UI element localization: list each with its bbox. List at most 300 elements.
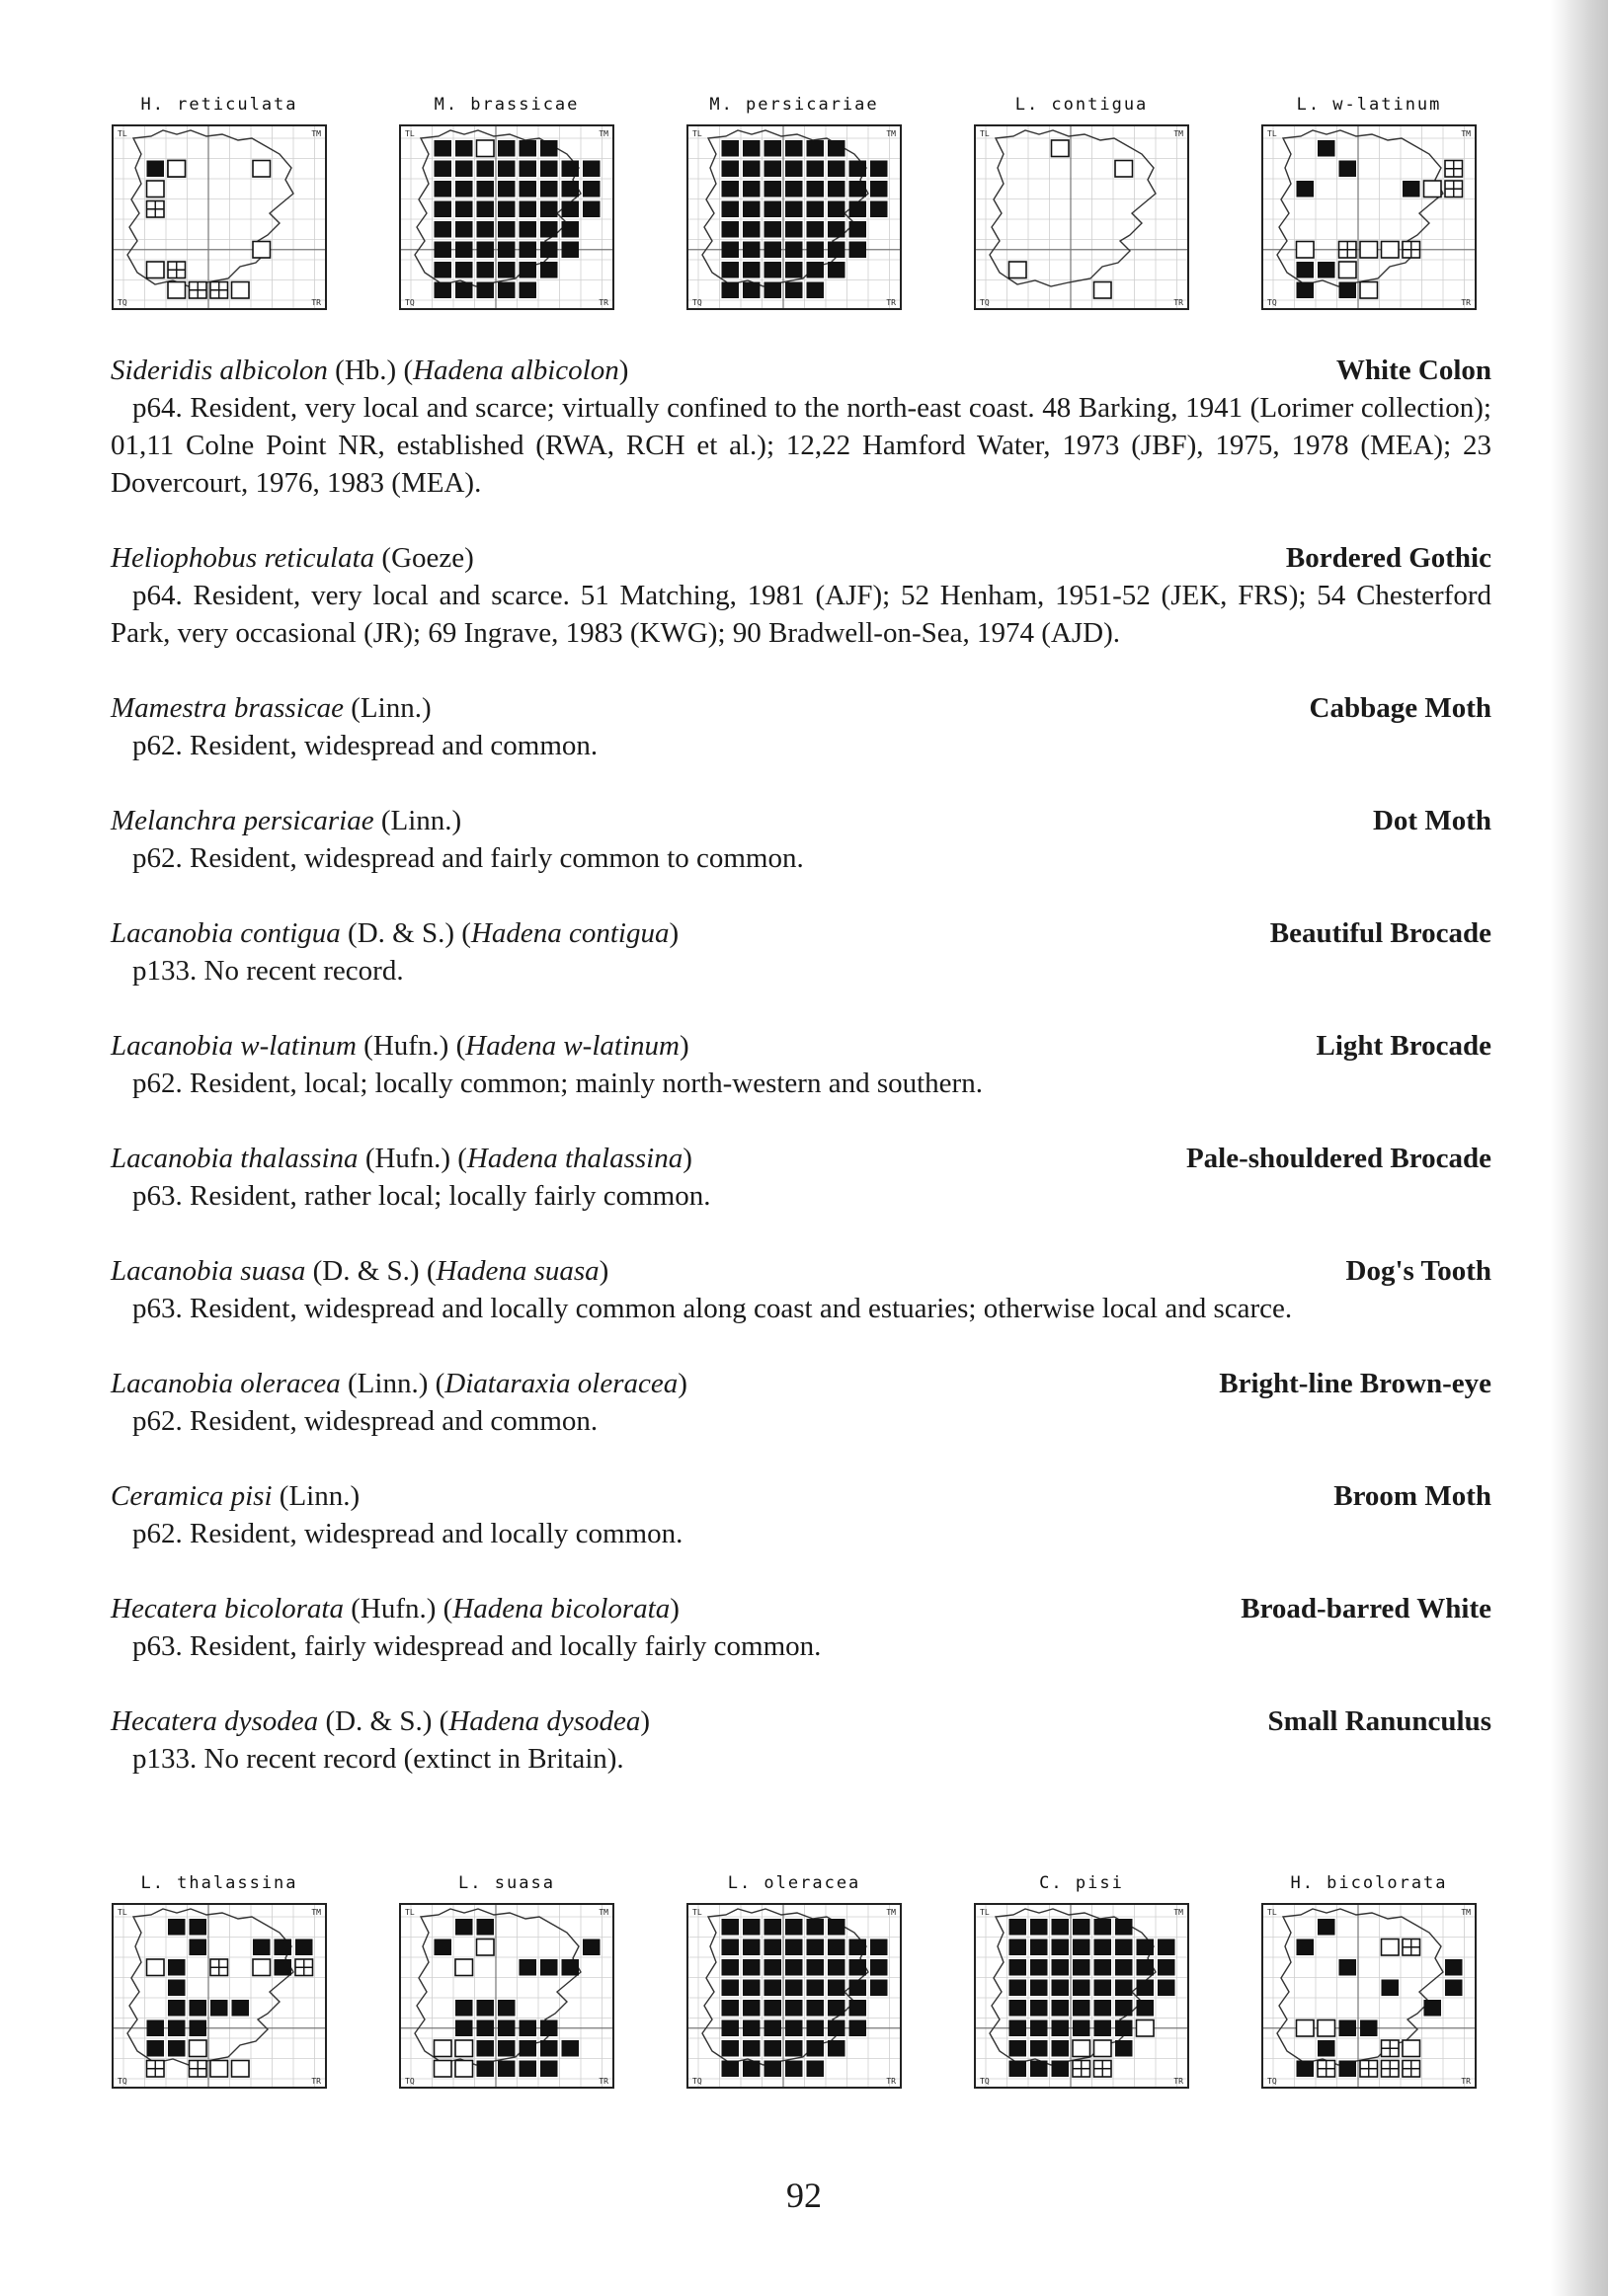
record-filled-square bbox=[1052, 1959, 1070, 1976]
record-open-square bbox=[1052, 140, 1070, 157]
record-filled-square bbox=[722, 2061, 740, 2078]
record-filled-square bbox=[828, 1980, 845, 1997]
authority: (D. & S.) bbox=[318, 1705, 433, 1737]
map-title: H. bicolorata bbox=[1290, 1873, 1448, 1893]
record-filled-square bbox=[498, 2000, 516, 2017]
record-filled-square bbox=[807, 262, 825, 278]
record-filled-square bbox=[807, 2020, 825, 2037]
record-filled-square bbox=[477, 2040, 495, 2057]
record-filled-square bbox=[147, 2020, 165, 2037]
record-filled-square bbox=[785, 2061, 803, 2078]
record-filled-square bbox=[785, 282, 803, 299]
record-filled-square bbox=[1052, 1980, 1070, 1997]
record-filled-square bbox=[828, 2040, 845, 2057]
map-title: L. thalassina bbox=[140, 1873, 298, 1893]
grid-square-label: TM bbox=[311, 129, 321, 138]
record-filled-square bbox=[562, 161, 580, 178]
record-filled-square bbox=[455, 201, 473, 218]
entry-names bbox=[111, 1140, 692, 1177]
scientific-name: Heliophobus reticulata bbox=[111, 542, 375, 574]
record-filled-square bbox=[1073, 2020, 1090, 2037]
record-open-square bbox=[147, 262, 165, 278]
distribution-map bbox=[682, 95, 907, 322]
authority: (Hb.) bbox=[327, 355, 397, 386]
record-filled-square bbox=[1318, 1919, 1335, 1936]
record-filled-square bbox=[1360, 2020, 1378, 2037]
distribution-map bbox=[1256, 95, 1482, 322]
entry-names bbox=[111, 1477, 360, 1515]
record-filled-square bbox=[1052, 2061, 1070, 2078]
distribution-map bbox=[682, 1873, 907, 2100]
record-filled-square bbox=[1030, 2020, 1048, 2037]
record-filled-square bbox=[1094, 1919, 1112, 1936]
record-filled-square bbox=[1073, 2000, 1090, 2017]
scientific-name: Hecatera dysodea bbox=[111, 1705, 319, 1737]
authority: (D. & S.) bbox=[305, 1255, 420, 1287]
scientific-name: Lacanobia oleracea bbox=[111, 1368, 341, 1399]
record-filled-square bbox=[807, 140, 825, 157]
record-filled-square bbox=[743, 221, 761, 238]
species-entry bbox=[111, 539, 1491, 652]
common-name: Pale-shouldered Brocade bbox=[1185, 1143, 1491, 1174]
record-filled-square bbox=[828, 2020, 845, 2037]
record-filled-square bbox=[520, 282, 537, 299]
entry-description: p63. Resident, widespread and locally common along coast and estuaries; otherwise local and scarce. bbox=[132, 1293, 1293, 1324]
record-filled-square bbox=[540, 140, 558, 157]
entry-heading bbox=[111, 1590, 1491, 1627]
map-title: L. oleracea bbox=[727, 1873, 861, 1893]
record-filled-square bbox=[743, 2040, 761, 2057]
record-filled-square bbox=[520, 1959, 537, 1976]
synonym: (Hadena w-latinum) bbox=[448, 1030, 689, 1062]
record-filled-square bbox=[764, 161, 782, 178]
scientific-name: Lacanobia suasa bbox=[111, 1255, 306, 1287]
record-filled-square bbox=[210, 2000, 228, 2017]
record-filled-square bbox=[722, 1940, 740, 1956]
record-filled-square bbox=[520, 2040, 537, 2057]
page-number: 92 bbox=[786, 2176, 822, 2215]
grid-square-label: TL bbox=[118, 1908, 127, 1917]
record-filled-square bbox=[1137, 2000, 1155, 2017]
record-filled-square bbox=[722, 140, 740, 157]
entry-description: p62. Resident, widespread and fairly common to common. bbox=[132, 842, 804, 874]
record-filled-square bbox=[520, 242, 537, 259]
grid-square-label: TM bbox=[1173, 129, 1183, 138]
record-filled-square bbox=[828, 262, 845, 278]
record-filled-square bbox=[743, 140, 761, 157]
grid-square-label: TQ bbox=[405, 298, 415, 307]
record-filled-square bbox=[807, 1959, 825, 1976]
entry-description: p133. No recent record (extinct in Britain). bbox=[132, 1743, 624, 1775]
record-filled-square bbox=[147, 161, 165, 178]
record-filled-square bbox=[168, 2000, 186, 2017]
species-entry bbox=[111, 914, 1491, 990]
common-name: Broom Moth bbox=[1333, 1480, 1491, 1512]
record-filled-square bbox=[477, 1919, 495, 1936]
record-filled-square bbox=[540, 181, 558, 198]
record-filled-square bbox=[849, 2000, 867, 2017]
record-filled-square bbox=[807, 242, 825, 259]
entry-heading bbox=[111, 802, 1491, 839]
record-open-square bbox=[1094, 2040, 1112, 2057]
record-filled-square bbox=[764, 2040, 782, 2057]
record-filled-square bbox=[785, 2020, 803, 2037]
grid-square-label: TQ bbox=[980, 298, 990, 307]
record-filled-square bbox=[562, 1959, 580, 1976]
record-filled-square bbox=[1115, 1919, 1133, 1936]
species-entry bbox=[111, 689, 1491, 764]
record-filled-square bbox=[562, 201, 580, 218]
grid-square-label: TL bbox=[118, 129, 127, 138]
record-filled-square bbox=[477, 201, 495, 218]
grid-square-label: TQ bbox=[692, 298, 702, 307]
record-open-square bbox=[210, 2061, 228, 2078]
record-filled-square bbox=[1030, 2000, 1048, 2017]
record-filled-square bbox=[722, 2020, 740, 2037]
scientific-name: Mamestra brassicae bbox=[111, 692, 345, 724]
record-filled-square bbox=[1339, 282, 1357, 299]
record-filled-square bbox=[1339, 2061, 1357, 2078]
record-filled-square bbox=[435, 161, 452, 178]
record-open-square bbox=[477, 140, 495, 157]
record-filled-square bbox=[498, 2020, 516, 2037]
authority: (D. & S.) bbox=[340, 917, 454, 949]
record-filled-square bbox=[455, 282, 473, 299]
record-filled-square bbox=[1052, 2040, 1070, 2057]
scientific-name: Lacanobia w-latinum bbox=[111, 1030, 357, 1062]
record-filled-square bbox=[785, 262, 803, 278]
record-filled-square bbox=[870, 1940, 888, 1956]
record-filled-square bbox=[807, 1980, 825, 1997]
record-filled-square bbox=[1073, 1980, 1090, 1997]
grid-square-label: TL bbox=[980, 1908, 990, 1917]
record-filled-square bbox=[785, 221, 803, 238]
record-filled-square bbox=[743, 181, 761, 198]
map-grid bbox=[686, 124, 902, 310]
record-open-square bbox=[168, 282, 186, 299]
map-title: M. persicariae bbox=[709, 95, 879, 115]
record-filled-square bbox=[722, 262, 740, 278]
record-filled-square bbox=[764, 181, 782, 198]
record-filled-square bbox=[1403, 181, 1420, 198]
record-filled-square bbox=[785, 161, 803, 178]
record-filled-square bbox=[498, 181, 516, 198]
entry-names bbox=[111, 914, 679, 952]
record-filled-square bbox=[455, 2000, 473, 2017]
authority: (Hufn.) bbox=[356, 1030, 449, 1062]
record-filled-square bbox=[520, 2020, 537, 2037]
grid-square-label: TL bbox=[692, 1908, 702, 1917]
record-filled-square bbox=[477, 161, 495, 178]
record-filled-square bbox=[828, 161, 845, 178]
record-filled-square bbox=[540, 201, 558, 218]
record-open-square bbox=[253, 242, 271, 259]
map-grid bbox=[974, 124, 1189, 310]
record-filled-square bbox=[1339, 161, 1357, 178]
record-open-square bbox=[1297, 2020, 1315, 2037]
record-filled-square bbox=[785, 181, 803, 198]
grid-square-label: TQ bbox=[1267, 2077, 1277, 2086]
map-title: H. reticulata bbox=[140, 95, 298, 115]
record-filled-square bbox=[455, 161, 473, 178]
grid-square-label: TM bbox=[599, 1908, 608, 1917]
record-filled-square bbox=[1137, 1940, 1155, 1956]
record-open-square bbox=[435, 2040, 452, 2057]
species-entry bbox=[111, 1027, 1491, 1102]
record-filled-square bbox=[498, 262, 516, 278]
record-filled-square bbox=[785, 201, 803, 218]
record-filled-square bbox=[540, 262, 558, 278]
record-filled-square bbox=[435, 282, 452, 299]
record-filled-square bbox=[828, 201, 845, 218]
record-open-square bbox=[1424, 181, 1442, 198]
entry-names bbox=[111, 352, 628, 389]
record-filled-square bbox=[1137, 1959, 1155, 1976]
record-filled-square bbox=[147, 2040, 165, 2057]
record-filled-square bbox=[849, 2020, 867, 2037]
record-filled-square bbox=[168, 1980, 186, 1997]
grid-square-label: TQ bbox=[692, 2077, 702, 2086]
record-filled-square bbox=[743, 2061, 761, 2078]
record-filled-square bbox=[520, 140, 537, 157]
record-filled-square bbox=[253, 1940, 271, 1956]
record-filled-square bbox=[743, 242, 761, 259]
map-title: M. brassicae bbox=[434, 95, 580, 115]
record-filled-square bbox=[520, 201, 537, 218]
entry-description: p133. No recent record. bbox=[132, 955, 404, 987]
grid-square-label: TM bbox=[886, 129, 896, 138]
record-filled-square bbox=[295, 1940, 313, 1956]
entry-names bbox=[111, 1027, 689, 1065]
record-open-square bbox=[477, 1940, 495, 1956]
record-filled-square bbox=[477, 181, 495, 198]
record-filled-square bbox=[743, 1980, 761, 1997]
record-filled-square bbox=[520, 181, 537, 198]
entry-names bbox=[111, 1590, 680, 1627]
grid-square-label: TL bbox=[692, 129, 702, 138]
common-name: Cabbage Moth bbox=[1309, 692, 1491, 724]
grid-square-label: TM bbox=[599, 129, 608, 138]
record-filled-square bbox=[1009, 2040, 1027, 2057]
record-filled-square bbox=[1339, 2020, 1357, 2037]
entry-heading bbox=[111, 914, 1491, 952]
record-filled-square bbox=[764, 221, 782, 238]
record-filled-square bbox=[1158, 1980, 1175, 1997]
record-filled-square bbox=[764, 2020, 782, 2037]
record-open-square bbox=[1360, 282, 1378, 299]
common-name: Small Ranunculus bbox=[1267, 1705, 1491, 1737]
record-filled-square bbox=[1115, 1959, 1133, 1976]
record-filled-square bbox=[540, 242, 558, 259]
record-filled-square bbox=[1009, 1919, 1027, 1936]
record-filled-square bbox=[743, 1919, 761, 1936]
record-filled-square bbox=[477, 262, 495, 278]
record-filled-square bbox=[743, 2020, 761, 2037]
record-open-square bbox=[253, 161, 271, 178]
record-open-square bbox=[190, 2040, 207, 2057]
record-filled-square bbox=[520, 161, 537, 178]
record-filled-square bbox=[828, 221, 845, 238]
record-filled-square bbox=[764, 140, 782, 157]
record-filled-square bbox=[849, 1980, 867, 1997]
distribution-map bbox=[107, 95, 332, 322]
map-grid bbox=[399, 1903, 614, 2089]
record-filled-square bbox=[722, 221, 740, 238]
record-filled-square bbox=[498, 161, 516, 178]
record-filled-square bbox=[849, 161, 867, 178]
record-open-square bbox=[435, 2061, 452, 2078]
common-name: Bordered Gothic bbox=[1285, 542, 1491, 574]
record-filled-square bbox=[520, 262, 537, 278]
record-filled-square bbox=[455, 262, 473, 278]
species-entry bbox=[111, 1252, 1491, 1327]
record-filled-square bbox=[1009, 1940, 1027, 1956]
record-filled-square bbox=[807, 2000, 825, 2017]
grid-square-label: TM bbox=[886, 1908, 896, 1917]
record-filled-square bbox=[1424, 2000, 1442, 2017]
record-filled-square bbox=[764, 1919, 782, 1936]
record-open-square bbox=[455, 1959, 473, 1976]
record-filled-square bbox=[520, 2061, 537, 2078]
record-filled-square bbox=[477, 242, 495, 259]
record-filled-square bbox=[435, 181, 452, 198]
record-filled-square bbox=[722, 1959, 740, 1976]
record-filled-square bbox=[849, 1940, 867, 1956]
entry-heading bbox=[111, 1365, 1491, 1402]
record-open-square bbox=[1318, 2020, 1335, 2037]
distribution-map bbox=[969, 95, 1194, 322]
record-filled-square bbox=[828, 140, 845, 157]
record-filled-square bbox=[870, 181, 888, 198]
record-open-square bbox=[1382, 1940, 1400, 1956]
grid-square-label: TQ bbox=[980, 2077, 990, 2086]
record-filled-square bbox=[1115, 1940, 1133, 1956]
grid-square-label: TM bbox=[1461, 1908, 1471, 1917]
record-filled-square bbox=[1297, 1940, 1315, 1956]
entry-names bbox=[111, 802, 461, 839]
common-name: Beautiful Brocade bbox=[1269, 917, 1491, 949]
scientific-name: Hecatera bicolorata bbox=[111, 1593, 344, 1624]
grid-square-label: TR bbox=[886, 2077, 896, 2086]
synonym: (Diataraxia oleracea) bbox=[428, 1368, 687, 1399]
record-filled-square bbox=[722, 181, 740, 198]
record-filled-square bbox=[1445, 1980, 1463, 1997]
common-name: Dot Moth bbox=[1372, 805, 1491, 836]
record-filled-square bbox=[520, 221, 537, 238]
record-filled-square bbox=[455, 1919, 473, 1936]
record-filled-square bbox=[583, 201, 601, 218]
grid-square-label: TR bbox=[886, 298, 896, 307]
record-filled-square bbox=[785, 1940, 803, 1956]
record-filled-square bbox=[1009, 1959, 1027, 1976]
grid-square-label: TR bbox=[1173, 298, 1183, 307]
record-filled-square bbox=[498, 201, 516, 218]
record-filled-square bbox=[455, 221, 473, 238]
record-filled-square bbox=[1094, 1940, 1112, 1956]
record-filled-square bbox=[764, 242, 782, 259]
record-open-square bbox=[1297, 242, 1315, 259]
record-filled-square bbox=[477, 2061, 495, 2078]
record-filled-square bbox=[1052, 2020, 1070, 2037]
record-filled-square bbox=[562, 2040, 580, 2057]
record-filled-square bbox=[168, 2020, 186, 2037]
scientific-name: Lacanobia thalassina bbox=[111, 1143, 359, 1174]
record-filled-square bbox=[828, 1959, 845, 1976]
entry-names bbox=[111, 1365, 687, 1402]
species-entry bbox=[111, 802, 1491, 877]
record-filled-square bbox=[722, 1980, 740, 1997]
map-title: C. pisi bbox=[1039, 1873, 1124, 1893]
record-filled-square bbox=[1052, 1940, 1070, 1956]
record-filled-square bbox=[1030, 2040, 1048, 2057]
common-name: Dog's Tooth bbox=[1345, 1255, 1491, 1287]
map-grid bbox=[974, 1903, 1189, 2089]
entry-heading bbox=[111, 689, 1491, 727]
map-grid bbox=[1261, 124, 1477, 310]
record-filled-square bbox=[477, 221, 495, 238]
authority: (Hufn.) bbox=[343, 1593, 437, 1624]
scientific-name: Melanchra persicariae bbox=[111, 805, 374, 836]
record-filled-square bbox=[1137, 1980, 1155, 1997]
record-filled-square bbox=[1318, 2040, 1335, 2057]
record-filled-square bbox=[849, 181, 867, 198]
authority: (Linn.) bbox=[344, 692, 432, 724]
record-filled-square bbox=[540, 2061, 558, 2078]
distribution-map bbox=[394, 1873, 619, 2100]
page-edge-shadow bbox=[1551, 0, 1608, 2296]
record-filled-square bbox=[1158, 1940, 1175, 1956]
record-filled-square bbox=[722, 242, 740, 259]
record-filled-square bbox=[764, 1980, 782, 1997]
record-filled-square bbox=[849, 1959, 867, 1976]
distribution-maps-top bbox=[107, 95, 1499, 322]
record-filled-square bbox=[1009, 2000, 1027, 2017]
record-filled-square bbox=[722, 282, 740, 299]
record-filled-square bbox=[498, 221, 516, 238]
record-filled-square bbox=[168, 1959, 186, 1976]
entry-heading bbox=[111, 352, 1491, 389]
record-filled-square bbox=[190, 2000, 207, 2017]
record-filled-square bbox=[540, 161, 558, 178]
record-open-square bbox=[1073, 2040, 1090, 2057]
scientific-name: Sideridis albicolon bbox=[111, 355, 328, 386]
record-filled-square bbox=[1009, 2020, 1027, 2037]
record-filled-square bbox=[1094, 1959, 1112, 1976]
entry-names bbox=[111, 689, 432, 727]
distribution-maps-bottom bbox=[107, 1873, 1499, 2100]
record-open-square bbox=[232, 282, 250, 299]
record-filled-square bbox=[1030, 1919, 1048, 1936]
common-name: White Colon bbox=[1335, 355, 1491, 386]
record-filled-square bbox=[1318, 262, 1335, 278]
record-open-square bbox=[168, 161, 186, 178]
record-filled-square bbox=[1009, 2061, 1027, 2078]
species-entry bbox=[111, 352, 1491, 502]
record-filled-square bbox=[1073, 1919, 1090, 1936]
record-filled-square bbox=[1030, 2061, 1048, 2078]
entry-description: p62. Resident, local; locally common; mainly north-western and southern. bbox=[132, 1068, 983, 1099]
species-entry bbox=[111, 1365, 1491, 1440]
record-filled-square bbox=[583, 161, 601, 178]
record-filled-square bbox=[764, 262, 782, 278]
record-filled-square bbox=[785, 2040, 803, 2057]
record-filled-square bbox=[870, 201, 888, 218]
grid-square-label: TR bbox=[599, 2077, 608, 2086]
record-filled-square bbox=[1297, 181, 1315, 198]
record-open-square bbox=[1009, 262, 1027, 278]
map-title: L. contigua bbox=[1014, 95, 1149, 115]
record-open-square bbox=[253, 1959, 271, 1976]
